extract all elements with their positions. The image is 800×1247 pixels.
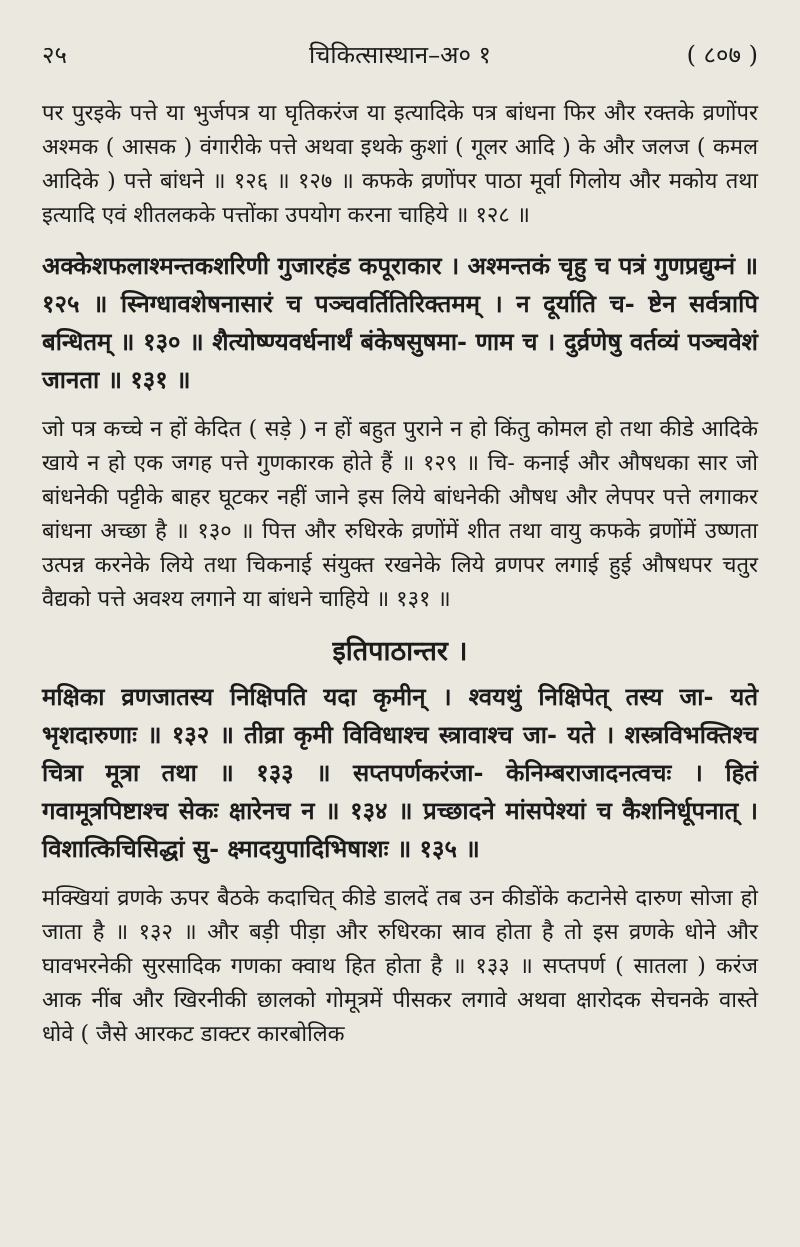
page-header bbox=[42, 38, 758, 71]
section-heading: इतिपाठान्तर । bbox=[332, 636, 468, 667]
commentary-paragraph: जो पत्र कच्चे न हों केदित ( सड़े ) न हों बहुत पुराने न हो किंतु कोमल हो तथा कीडे आदिके खाये न हो एक जगह पत्ते गुणकारक होते हैं ॥ १२९ ॥ चि- कनाई और औषधका सार जो बांधनेकी पट्टीके बाहर घूटकर नहीं जाने इस लिये बांधनेकी औषध और लेपपर पत्ते लगाकर बांधना अच्छा है ॥ १३० ॥ पित्त और रुधिरके व्रणोंमें शीत तथा वायु कफके व्रणोंमें उष्णता उत्पन्न करनेके लिये तथा चिकनाई संयुक्त रखनेके लिये व्रणपर लगाई हुई औषधपर चतुर वैद्यको पत्ते अवश्य लगाने या बांधने चाहिये ॥ १३१ ॥ bbox=[42, 417, 758, 612]
page-number: २५ bbox=[42, 41, 67, 69]
commentary-paragraph: मक्खियां व्रणके ऊपर बैठके कदाचित् कीडे डालदें तब उन कीडोंके कटानेसे दारुण सोजा हो जाता है ॥ १३२ ॥ और बड़ी पीड़ा और रुधिरका स्राव होता है तो इस व्रणके धोने और घावभरनेकी सुरसादिक गणका क्वाथ हित होता है ॥ १३३ ॥ सप्तपर्ण ( सातला ) करंज आक नींब और खिरनीकी छालको गोमूत्रमें पीसकर लगावे अथवा क्षारोदक सेचनके वास्ते धोवे ( जैसे आरकट डाक्टर कारबोलिक bbox=[42, 886, 758, 1047]
volume-page-marker: ( ८०७ ) bbox=[686, 41, 758, 69]
sanskrit-verse-block: अक्केशफलाश्मन्तकशरिणी गुजारहंड कपूराकार । अश्मन्तकं चृहु च पत्रं गुणप्रद्युम्नं ॥ १२५ ॥ स्निग्धावशेषनासारं च पञ्चवर्तितिरिक्तमम् । न दूर्याति च- ष्टेन सर्वत्रापि बन्धितम् ॥ १३० ॥ शैत्योष्ण्यवर्धनार्थं बंकेषसुषमा- णाम च । दुर्व्रणेषु वर्तव्यं पञ्चवेशं जानता ॥ १३१ ॥ bbox=[42, 251, 758, 394]
commentary-paragraph: पर पुरइके पत्ते या भुर्जपत्र या घृतिकरंज या इत्यादिके पत्र बांधना फिर और रक्तके व्रणोंपर अश्मक ( आसक ) वंगारीके पत्ते अथवा इथके कुशां ( गूलर आदि ) के और जलज ( कमल आदिके ) पत्ते बांधने ॥ १२६ ॥ १२७ ॥ कफके व्रणोंपर पाठा मूर्वा गिलोय और मकोय तथा इत्यादि एवं शीतलकके पत्तोंका उपयोग करना चाहिये ॥ १२८ ॥ bbox=[42, 101, 758, 228]
running-title: चिकित्सास्थान–अ० १ bbox=[308, 41, 492, 69]
sanskrit-verse-block: मक्षिका व्रणजातस्य निक्षिपति यदा कृमीन् । श्वयथुं निक्षिपेत् तस्य जा- यते भृशदारुणाः ॥ १३२ ॥ तीव्रा कृमी विविधाश्च स्त्रावाश्च जा- यते । शस्त्रविभक्तिश्च चित्रा मूत्रा तथा ॥ १३३ ॥ सप्तपर्णकरंजा- केनिम्बराजादनत्वचः । हितं गवामूत्रपिष्टाश्च सेकः क्षारेनच न ॥ १३४ ॥ प्रच्छादने मांसपेश्यां च कैशनिर्धूपनात् । विशात्किचिसिद्धां सु- क्ष्मादयुपादिभिषाशः ॥ १३५ ॥ bbox=[42, 682, 758, 863]
